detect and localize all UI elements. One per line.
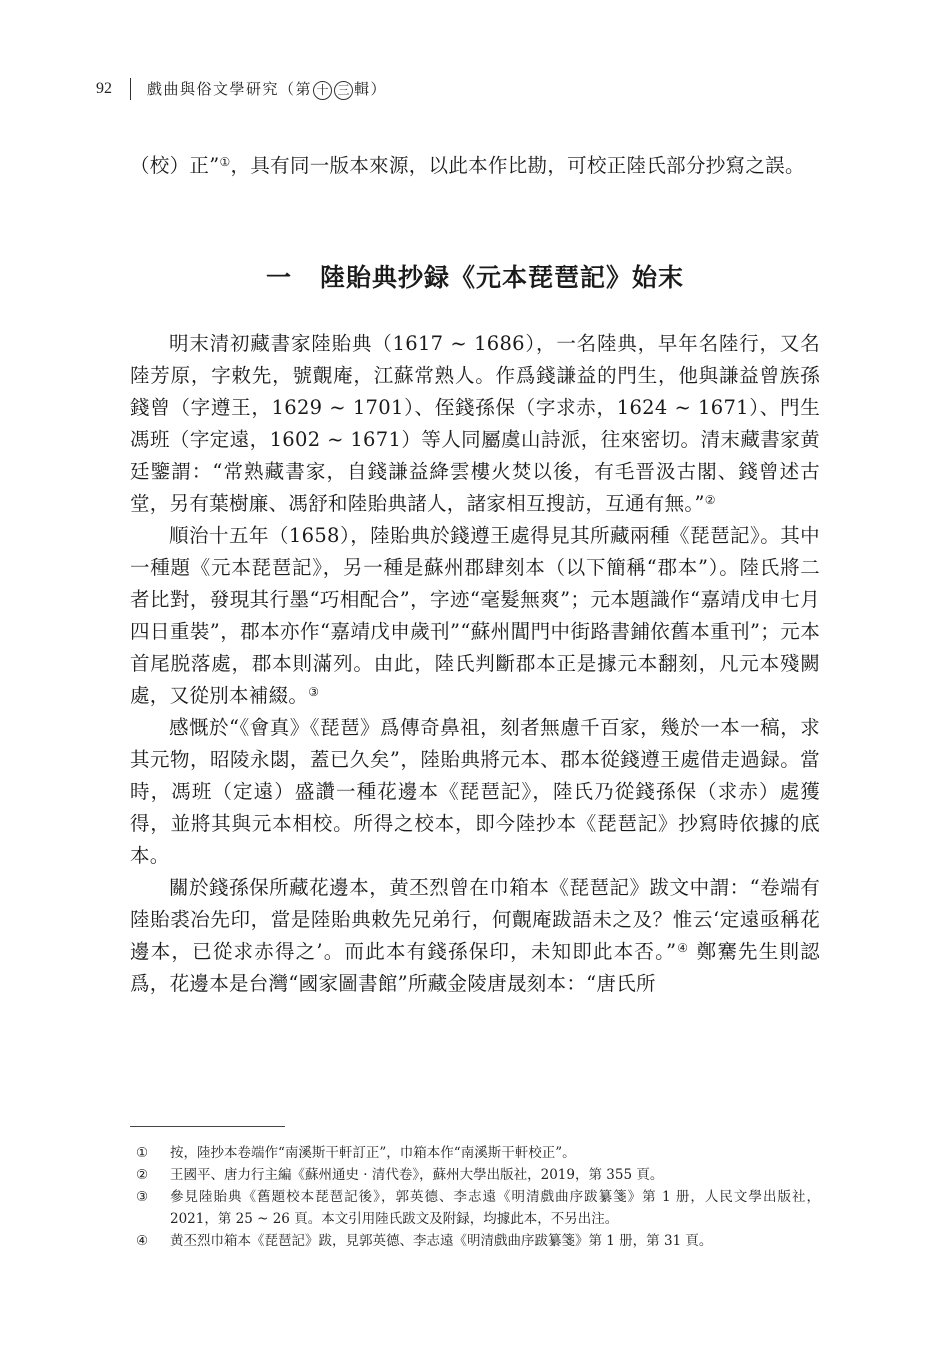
running-header [96, 78, 387, 100]
footnote [130, 1230, 820, 1252]
paragraph-text: 明末清初藏書家陸貽典（1617 ~ 1686），一名陸典，早年名陸行，又名陸芳原，字敕先，號覿庵，江蘇常熟人。作爲錢謙益的門生，他與謙益曾族孫錢曾（字遵王，1629 ~ 1701）、侄錢孫保（字求赤，1624 ~ 1671）、門生馮班（字定遠，1602 ~ 1671）等人同屬虞山詩派，往來密切。清末藏書家黄廷鑒謂：“常熟藏書家，自錢謙益絳雲樓火焚以後，有毛晋汲古閣、錢曾述古堂，另有葉樹廉、馮舒和陸貽典諸人，諸家相互搜訪，互通有無。” [130, 332, 820, 515]
intro-paragraph [130, 150, 820, 182]
body-text [130, 328, 820, 1000]
section-number: 一 [265, 263, 292, 292]
intro-text-continued: ，具有同一版本來源，以此本作比勘，可校正陸氏部分抄寫之誤。 [230, 154, 805, 177]
section-heading [130, 258, 820, 294]
intro-text: （校）正” [130, 154, 220, 177]
volume-digit-three: 三 [334, 81, 353, 100]
paragraph-text: 感慨於“《會真》《琵琶》爲傳奇鼻祖，刻者無慮千百家，幾於一本一稿，求其元物，昭陵永閟，蓋已久矣”，陸貽典將元本、郡本從錢遵王處借走過録。當時，馮班（定遠）盛讚一種花邊本《琵琶記》，陸氏乃從錢孫保（求赤）處獲得，並將其與元本相校。所得之校本，即今陸抄本《琵琶記》抄寫時依據的底本。 [130, 716, 820, 867]
footnote-mark: ② [136, 1167, 149, 1183]
footnotes [130, 1142, 820, 1252]
header-divider [130, 78, 131, 100]
running-title [147, 78, 387, 100]
footnote-ref[interactable]: ② [704, 493, 716, 507]
body-paragraph [130, 872, 820, 1000]
footnote [130, 1164, 820, 1186]
paragraph-text: 關於錢孫保所藏花邊本，黄丕烈曾在巾箱本《琵琶記》跋文中謂：“卷端有陸貽裘冶先印，當是陸貽典敕先兄弟行，何覿庵跋語未之及？惟云‘定遠亟稱花邊本，已從求赤得之’。而此本有錢孫保印，未知即此本否。” [130, 876, 820, 963]
volume-digit-ten: 十 [313, 81, 332, 100]
footnote-rule [130, 1126, 285, 1127]
footnote-text: 王國平、唐力行主編《蘇州通史 · 清代卷》，蘇州大學出版社，2019，第 355 頁。 [170, 1167, 664, 1183]
footnote-mark: ① [136, 1145, 149, 1161]
footnote [130, 1186, 820, 1230]
footnote-text: 參見陸貽典《舊題校本琵琶記後》，郭英德、李志遠《明清戲曲序跋纂箋》第 1 册，人民文學出版社，2021，第 25 ~ 26 頁。本文引用陸氏跋文及附録，均據此本，不另出注。 [170, 1189, 820, 1227]
footnote-mark: ④ [136, 1233, 149, 1249]
paragraph-text: 順治十五年（1658），陸貽典於錢遵王處得見其所藏兩種《琵琶記》。其中一種題《元本琵琶記》，另一種是蘇州郡肆刻本（以下簡稱“郡本”）。陸氏將二者比對，發現其行墨“巧相配合”，字迹“毫髮無爽”；元本題識作“嘉靖戊申七月四日重裝”，郡本亦作“嘉靖戊申歲刊”“蘇州閶門中街路書鋪依舊本重刊”；元本首尾脱落處，郡本則滿列。由此，陸氏判斷郡本正是據元本翻刻，凡元本殘闕處，又從別本補綴。 [130, 524, 820, 707]
footnote-text: 黄丕烈巾箱本《琵琶記》跋，見郭英德、李志遠《明清戲曲序跋纂箋》第 1 册，第 31 頁。 [170, 1233, 713, 1249]
footnote-ref[interactable]: ④ [676, 941, 690, 955]
footnote [130, 1142, 820, 1164]
footnote-mark: ③ [136, 1189, 149, 1205]
running-title-start: 戲曲與俗文學研究（第 [147, 80, 313, 98]
section-title: 陸貽典抄録《元本琵琶記》始末 [320, 263, 685, 292]
body-paragraph [130, 328, 820, 520]
page-number: 92 [96, 80, 112, 97]
footnote-ref[interactable]: ① [219, 155, 231, 169]
body-paragraph [130, 712, 820, 872]
footnote-text: 按，陸抄本卷端作“南溪斯干軒訂正”，巾箱本作“南溪斯干軒校正”。 [170, 1145, 576, 1161]
body-paragraph [130, 520, 820, 712]
footnote-ref[interactable]: ③ [308, 685, 320, 699]
running-title-end: 輯） [354, 80, 388, 98]
paragraph-text-continued: 鄭騫先生則認爲，花邊本是台灣“國家圖書館”所藏金陵唐晟刻本：“唐氏所 [130, 940, 820, 995]
